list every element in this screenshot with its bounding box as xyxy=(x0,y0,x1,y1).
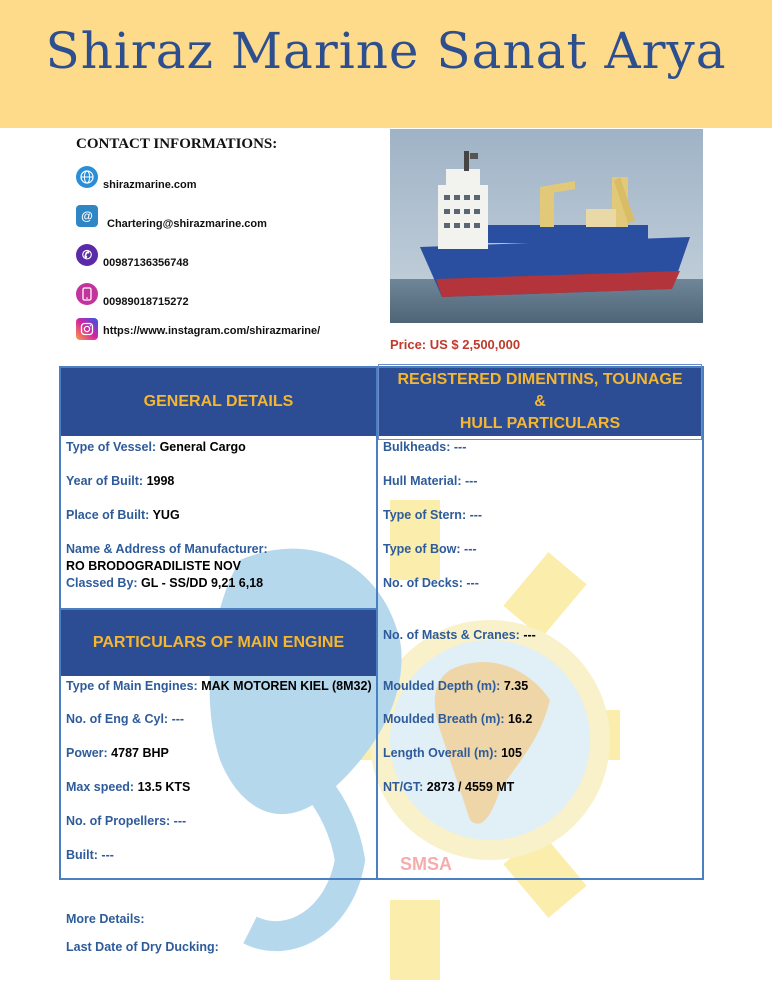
more-details-label: More Details: xyxy=(66,912,145,926)
general-details-header xyxy=(61,368,376,436)
price-label: Price: US $ 2,500,000 xyxy=(390,337,521,352)
eng-cyl-field: No. of Eng & Cyl: --- xyxy=(66,712,185,726)
main-engine-title: PARTICULARS OF MAIN ENGINE xyxy=(92,634,345,651)
instagram-text: https://www.instagram.com/shirazmarine/ xyxy=(103,325,321,337)
mobile-icon xyxy=(76,283,98,305)
bulkheads-field: Bulkheads: --- xyxy=(383,440,467,454)
classed-by-field: Classed By: GL - SS/DD 9,21 6,18 xyxy=(66,576,264,590)
contact-mobile[interactable] xyxy=(76,280,189,308)
hull-material-field: Hull Material: --- xyxy=(383,474,478,488)
max-speed-field: Max speed: 13.5 KTS xyxy=(66,780,191,794)
globe-icon xyxy=(76,166,98,188)
contact-website[interactable] xyxy=(76,163,197,191)
at-sign-icon: @ xyxy=(76,205,98,227)
moulded-depth-field: Moulded Depth (m): 7.35 xyxy=(383,679,529,693)
year-built-field: Year of Built: 1998 xyxy=(66,474,175,488)
website-text: shirazmarine.com xyxy=(103,179,197,191)
moulded-breath-field: Moulded Breath (m): 16.2 xyxy=(383,712,533,726)
dry-dock-label: Last Date of Dry Ducking: xyxy=(66,940,219,954)
main-engine-type-field: Type of Main Engines: MAK MOTOREN KIEL (8M32) xyxy=(66,679,372,693)
registered-title-line2: HULL PARTICULARS xyxy=(459,415,621,432)
main-engine-header xyxy=(61,610,376,676)
table-divider xyxy=(376,366,378,880)
general-details-title: GENERAL DETAILS xyxy=(143,393,294,410)
length-overall-field: Length Overall (m): 105 xyxy=(383,746,522,760)
email-text: Chartering@shirazmarine.com xyxy=(107,218,267,230)
stern-type-field: Type of Stern: --- xyxy=(383,508,483,522)
bow-type-field: Type of Bow: --- xyxy=(383,542,477,556)
instagram-icon xyxy=(76,318,98,340)
vessel-type-field: Type of Vessel: General Cargo xyxy=(66,440,246,454)
phone-icon: ✆ xyxy=(76,244,98,266)
manufacturer-label: Name & Address of Manufacturer: xyxy=(66,542,268,556)
registered-header xyxy=(378,368,702,436)
contact-heading: CONTACT INFORMATIONS: xyxy=(76,136,278,152)
masts-cranes-field: No. of Masts & Cranes: --- xyxy=(383,628,536,642)
watermark-text: SMSA xyxy=(400,854,453,874)
registered-title-line1: REGISTERED DIMENTINS, TOUNAGE & xyxy=(397,371,683,410)
nt-gt-field: NT/GT: 2873 / 4559 MT xyxy=(383,780,515,794)
contact-instagram[interactable] xyxy=(76,318,320,340)
company-title: Shiraz Marine Sanat Arya xyxy=(45,22,727,80)
ship-photo xyxy=(390,129,703,323)
phone-text: 00987136356748 xyxy=(103,257,189,269)
decks-field: No. of Decks: --- xyxy=(383,576,479,590)
manufacturer-value: RO BRODOGRADILISTE NOV xyxy=(66,559,242,573)
place-built-field: Place of Built: YUG xyxy=(66,508,180,522)
propellers-field: No. of Propellers: --- xyxy=(66,814,187,828)
power-field: Power: 4787 BHP xyxy=(66,746,169,760)
contact-email[interactable] xyxy=(76,202,267,230)
mobile-text: 00989018715272 xyxy=(103,296,189,308)
engine-built-field: Built: --- xyxy=(66,848,114,862)
contact-phone[interactable] xyxy=(76,241,189,269)
